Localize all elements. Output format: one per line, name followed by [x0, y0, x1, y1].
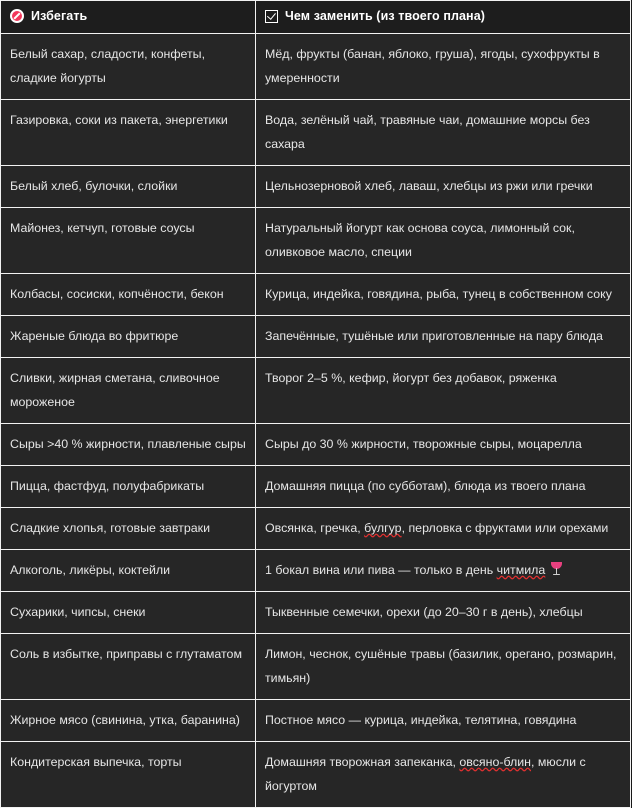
- cell-replace: Натуральный йогурт как основа соуса, лимонный сок, оливковое масло, специи: [256, 208, 631, 274]
- checkbox-checked-icon: [265, 10, 278, 23]
- table-row: [1, 700, 631, 742]
- cell-replace: [256, 508, 631, 550]
- cell-text: Домашняя творожная запеканка,: [265, 755, 460, 769]
- cell-replace: Курица, индейка, говядина, рыба, тунец в собственном соку: [256, 274, 631, 316]
- cell-text: Овсянка, гречка,: [265, 521, 365, 535]
- cell-text: 1 бокал вина или пива — только в день: [265, 563, 497, 577]
- cell-text: , перловка с фруктами или орехами: [401, 521, 609, 535]
- misspelled-word: читмила: [496, 563, 546, 577]
- header-cell-avoid: [1, 1, 256, 34]
- header-cell-replace: [256, 1, 631, 34]
- header-label-avoid: Избегать: [31, 9, 88, 23]
- table-row: [1, 166, 631, 208]
- table-row: [1, 274, 631, 316]
- header-label-replace: Чем заменить (из твоего плана): [285, 9, 486, 23]
- table-row: [1, 742, 631, 808]
- cell-avoid: Сыры >40 % жирности, плавленые сыры: [1, 424, 256, 466]
- table-row: [1, 100, 631, 166]
- cell-replace: Тыквенные семечки, орехи (до 20–30 г в день), хлебцы: [256, 592, 631, 634]
- cell-replace: Творог 2–5 %, кефир, йогурт без добавок, ряженка: [256, 358, 631, 424]
- misspelled-word: овсяно-блин: [459, 755, 532, 769]
- misspelled-word: булгур: [364, 521, 402, 535]
- cell-avoid: Белый хлеб, булочки, слойки: [1, 166, 256, 208]
- table-row: [1, 634, 631, 700]
- table-row: [1, 508, 631, 550]
- cell-replace: Лимон, чеснок, сушёные травы (базилик, орегано, розмарин, тимьян): [256, 634, 631, 700]
- table-row: [1, 466, 631, 508]
- cell-replace: [256, 742, 631, 808]
- table-row: [1, 424, 631, 466]
- cell-avoid: Колбасы, сосиски, копчёности, бекон: [1, 274, 256, 316]
- table-row: [1, 592, 631, 634]
- cell-replace: Сыры до 30 % жирности, творожные сыры, моцарелла: [256, 424, 631, 466]
- table-row: [1, 550, 631, 592]
- cell-replace: Домашняя пицца (по субботам), блюда из твоего плана: [256, 466, 631, 508]
- cell-replace: Вода, зелёный чай, травяные чаи, домашние морсы без сахара: [256, 100, 631, 166]
- cell-text: , мюсли с йогуртом: [265, 755, 586, 793]
- table-row: [1, 34, 631, 100]
- cell-avoid: Жирное мясо (свинина, утка, баранина): [1, 700, 256, 742]
- cell-avoid: Сухарики, чипсы, снеки: [1, 592, 256, 634]
- cell-replace: Мёд, фрукты (банан, яблоко, груша), ягоды, сухофрукты в умеренности: [256, 34, 631, 100]
- cell-avoid: Белый сахар, сладости, конфеты, сладкие йогурты: [1, 34, 256, 100]
- cell-avoid: Жареные блюда во фритюре: [1, 316, 256, 358]
- cell-avoid: Соль в избытке, приправы с глутаматом: [1, 634, 256, 700]
- cell-replace: Постное мясо — курица, индейка, телятина, говядина: [256, 700, 631, 742]
- prohibited-icon: [10, 9, 24, 23]
- table-row: [1, 316, 631, 358]
- wine-glass-icon: [550, 562, 563, 576]
- table-row: [1, 358, 631, 424]
- cell-avoid: Пицца, фастфуд, полуфабрикаты: [1, 466, 256, 508]
- cell-avoid: Сливки, жирная сметана, сливочное мороженое: [1, 358, 256, 424]
- cell-replace: Цельнозерновой хлеб, лаваш, хлебцы из ржи или гречки: [256, 166, 631, 208]
- table-header: [1, 1, 631, 34]
- cell-replace: [256, 550, 631, 592]
- table-body: [1, 34, 631, 808]
- cell-avoid: Майонез, кетчуп, готовые соусы: [1, 208, 256, 274]
- cell-avoid: Алкоголь, ликёры, коктейли: [1, 550, 256, 592]
- header-row: [1, 1, 631, 34]
- cell-avoid: Сладкие хлопья, готовые завтраки: [1, 508, 256, 550]
- cell-avoid: Газировка, соки из пакета, энергетики: [1, 100, 256, 166]
- cell-avoid: Кондитерская выпечка, торты: [1, 742, 256, 808]
- cell-replace: Запечённые, тушёные или приготовленные на пару блюда: [256, 316, 631, 358]
- table-row: [1, 208, 631, 274]
